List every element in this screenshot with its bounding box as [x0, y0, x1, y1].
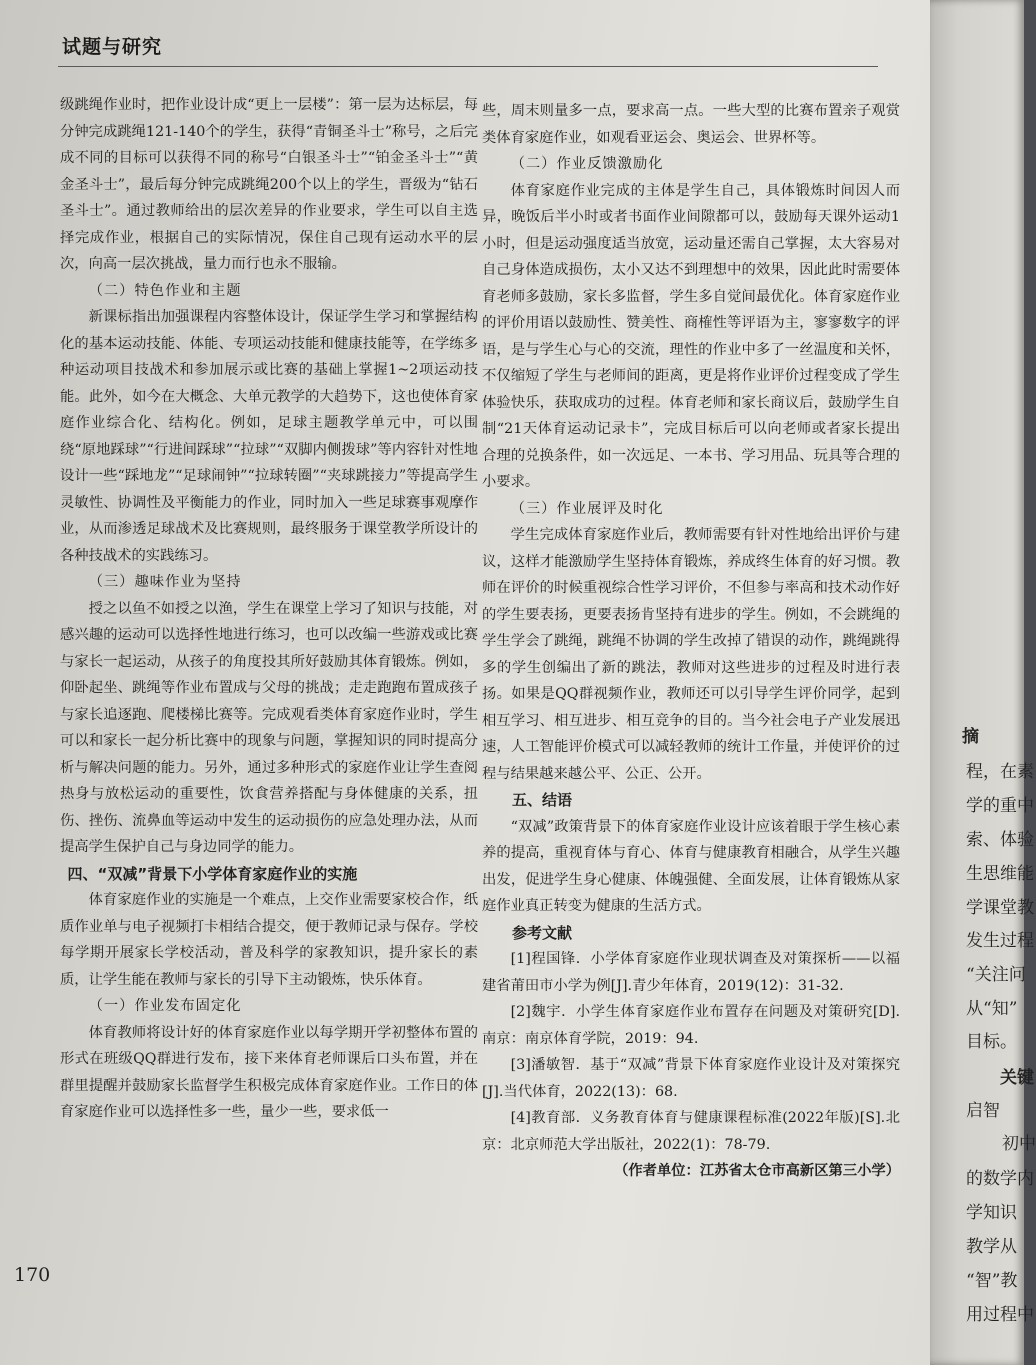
conclusion-heading: 五、结语 [512, 791, 573, 809]
next-page-fragment: 程，在素 [966, 762, 1034, 782]
next-page-fragment: 学的重中 [966, 796, 1034, 816]
page-number: 170 [14, 1264, 51, 1286]
part4-paragraph: 体育家庭作业的实施是一个难点，上交作业需要家校合作，纸质作业单与电子视频打卡相结合提交，便于教师记录与保存。学校每学期开展家长学校活动，普及科学的家教知识，提升家长的素质，让学生能在教师与家长的引导下主动锻炼，快乐体育。 [60, 892, 478, 988]
next-page-fragment: 目标。 [966, 1032, 1017, 1052]
featured-homework-paragraph: 新课标指出加强课程内容整体设计，保证学生学习和掌握结构化的基本运动技能、体能、专项运动技能和健康技能等，在学练多种运动项目技战术和参加展示或比赛的基础上掌握1~2项运动技能。此外，如今在大概念、大单元教学的大趋势下，这也使体育家庭作业综合化、结构化。例如，足球主题教学单元中，可以围绕“原地踩球”“行进间踩球”“拉球”“双脚内侧拨球”等内容针对性地设计一些“踩地龙”“足球闹钟”“拉球转圈”“夹球跳接力”等提高学生灵敏性、协调性及平衡能力的作业，同时加入一些足球赛事观摩作业，从而渗透足球战术及比赛规则，最终服务于课堂教学所设计的各种技战术的实践练习。 [60, 309, 478, 564]
next-page-edge [930, 0, 1036, 1365]
references-heading: 参考文献 [512, 923, 573, 942]
section-heading-featured-homework: （二）特色作业和主题 [88, 282, 242, 299]
section-heading-fun-homework: （三）趣味作业为坚持 [88, 574, 242, 590]
next-page-fragment: 发生过程 [966, 931, 1034, 951]
next-page-fragment: 学知识 [966, 1203, 1017, 1223]
fun-homework-paragraph: 授之以鱼不如授之以渔，学生在课堂上学习了知识与技能，对感兴趣的运动可以选择性地进行练习，也可以改编一些游戏或比赛与家长一起运动，从孩子的角度投其所好鼓励其体育锻炼。例如，仰卧起坐、跳绳等作业布置成与父母的挑战；走走跑跑布置成孩子与家长追逐跑、爬楼梯比赛等。完成观看类体育家庭作业时，学生可以和家长一起分析比赛中的现象与问题，掌握知识的同时提高分析与解决问题的能力。另外，通过多种形式的家庭作业让学生查阅热身与放松运动的重要性，饮食营养搭配与身体健康的关系，扭伤、挫伤、流鼻血等运动中发生的运动损伤的应急处理办法，从而提高学生保护自己与身边同学的能力。 [60, 600, 478, 855]
part4-heading: 四、“双减”背景下小学体育家庭作业的实施 [67, 864, 358, 883]
section-heading-fixed-release: （一）作业发布固定化 [88, 998, 242, 1014]
next-page-fragment: 学课堂教 [966, 898, 1034, 918]
next-page-fragment: 摘 [962, 727, 979, 747]
right-column [482, 98, 900, 1185]
left-column [60, 92, 478, 1126]
next-page-fragment: 初中 [1002, 1134, 1036, 1154]
reference-item: [2]魏宇．小学生体育家庭作业布置存在问题及对策研究[D].南京：南京体育学院，2019：94. [482, 1004, 900, 1047]
conclusion-paragraph: “双减”政策背景下的体育家庭作业设计应该着眼于学生核心素养的提高，重视育体与育心、体育与健康教育相融合，从学生兴趣出发，促进学生身心健康、体魄强健、全面发展，让体育锻炼从家庭作业真正转变为健康的生活方式。 [482, 818, 900, 914]
next-page-fragment: 关键 [1000, 1068, 1034, 1088]
next-page-fragment: “关注问 [966, 965, 1026, 985]
feedback-paragraph: 体育家庭作业完成的主体是学生自己，具体锻炼时间因人而异，晚饭后半小时或者书面作业间隙都可以，鼓励每天课外运动1小时，但是运动强度适当放宽，运动量还需自己掌握，太大容易对自己身体造成损伤，太小又达不到理想中的效果，因此此时需要体育老师多鼓励，家长多监督，学生多自觉间最优化。体育家庭作业的评价用语以鼓励性、赞美性、商榷性等评语为主，寥寥数字的评语，是与学生心与心的交流，理性的作业中多了一丝温度和关怀，不仅缩短了学生与老师间的距离，更是将作业评价过程变成了学生体验快乐，获取成功的过程。体育老师和家长商议后，鼓励学生自制“21天体育运动记录卡”，完成目标后可以向老师或者家长提出合理的兑换条件，如一次远足、一本书、学习用品、玩具等合理的小要求。 [482, 182, 900, 490]
next-page-fragment: 索、体验 [966, 830, 1034, 850]
next-page-fragment: 从“知” [966, 999, 1018, 1019]
next-page-fragment: 的数学内 [966, 1169, 1034, 1189]
journal-header: 试题与研究 [62, 36, 163, 58]
author-affiliation: （作者单位：江苏省太仓市高新区第三小学） [614, 1163, 900, 1179]
next-page-fragment: 生思维能 [966, 864, 1034, 884]
evaluation-paragraph: 学生完成体育家庭作业后，教师需要有针对性地给出评价与建议，这样才能激励学生坚持体育锻炼，养成终生体育的好习惯。教师在评价的时候重视综合性学习评价，不但参与率高和技术动作好的学生要表扬，更要表扬肯坚持有进步的学生。例如，不会跳绳的学生学会了跳绳，跳绳不协调的学生改掉了错误的动作，跳绳跳得多的学生创编出了新的跳法，教师对这些进步的过程及时进行表扬。如果是QQ群视频作业，教师还可以引导学生评价同学，起到相互学习、相互进步、相互竞争的目的。当今社会电子产业发展迅速，人工智能评价模式可以减轻教师的统计工作量，并使评价的过程与结果越来越公平、公正、公开。 [482, 527, 900, 782]
reference-item: [1]程国锋．小学体育家庭作业现状调查及对策探析——以福建省莆田市小学为例[J].青少年体育，2019(12)：31-32. [482, 951, 900, 994]
next-page-fragment: “智”教 [966, 1271, 1018, 1291]
next-page-fragment: 用过程中 [966, 1305, 1034, 1325]
next-page-fragment: 启智 [966, 1101, 1000, 1121]
header-rule [58, 66, 878, 67]
intro-paragraph: 级跳绳作业时，把作业设计成“更上一层楼”：第一层为达标层，每分钟完成跳绳121-140个的学生，获得“青铜圣斗士”称号，之后完成不同的目标可以获得不同的称号“白银圣斗士”“铂金圣斗士”“黄金圣斗士”，最后每分钟完成跳绳200个以上的学生，晋级为“钻石圣斗士”。通过教师给出的层次差异的作业要求，学生可以自主选择完成作业，根据自己的实际情况，保住自己现有运动水平的层次，向高一层次挑战，量力而行也永不服输。 [60, 97, 478, 272]
reference-item: [3]潘敏智．基于“双减”背景下体育家庭作业设计及对策探究[J].当代体育，2022(13)：68. [482, 1057, 900, 1100]
section-heading-evaluation: （三）作业展评及时化 [510, 500, 664, 517]
section-heading-feedback: （二）作业反馈激励化 [510, 156, 664, 172]
continued-paragraph: 些，周末则量多一点，要求高一点。一些大型的比赛布置亲子观赏类体育家庭作业，如观看亚运会、奥运会、世界杯等。 [482, 103, 900, 146]
references-list [482, 946, 900, 1158]
fixed-release-paragraph: 体育教师将设计好的体育家庭作业以每学期开学初整体布置的形式在班级QQ群进行发布，接下来体育老师课后口头布置，并在群里提醒并鼓励家长监督学生积极完成体育家庭作业。工作日的体育家庭作业可以选择性多一些，量少一些，要求低一 [60, 1024, 478, 1120]
next-page-fragment: 教学从 [966, 1237, 1017, 1257]
reference-item: [4]教育部．义务教育体育与健康课程标准(2022年版)[S].北京：北京师范大学出版社，2022(1)：78-79. [482, 1110, 900, 1153]
